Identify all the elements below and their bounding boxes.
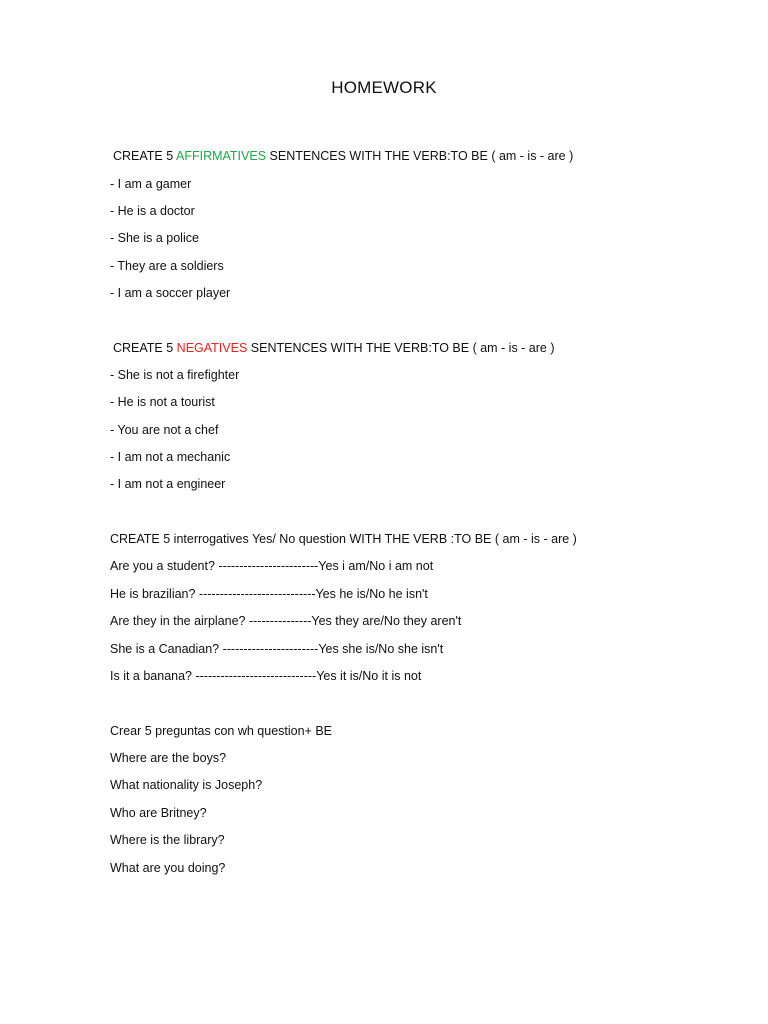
negative-item: - He is not a tourist	[110, 395, 215, 409]
affirmative-item: - He is a doctor	[110, 204, 195, 218]
negative-heading	[113, 340, 555, 356]
page-title: HOMEWORK	[331, 78, 437, 97]
negative-heading-prefix: CREATE 5	[113, 341, 177, 355]
affirmative-keyword: AFFIRMATIVES	[175, 149, 267, 163]
negative-item: - She is not a firefighter	[110, 368, 240, 382]
interrogative-heading: CREATE 5 interrogatives Yes/ No question WITH THE VERB :TO BE ( am - is - are )	[110, 532, 577, 546]
affirmative-item: - I am a soccer player	[110, 286, 231, 300]
affirmative-heading-prefix: CREATE 5	[113, 149, 176, 163]
wh-item: Where is the library?	[110, 833, 225, 847]
negative-item: - I am not a engineer	[110, 477, 226, 491]
affirmative-heading	[113, 148, 573, 164]
interrogative-item: Is it a banana? -----------------------------Yes it is/No it is not	[110, 669, 422, 683]
affirmative-item: - She is a police	[110, 231, 199, 245]
interrogative-item: She is a Canadian? -----------------------Yes she is/No she isn't	[110, 642, 444, 656]
wh-item: Who are Britney?	[110, 806, 207, 820]
affirmative-item: - They are a soldiers	[110, 259, 224, 273]
negative-item: - I am not a mechanic	[110, 450, 231, 464]
wh-heading: Crear 5 preguntas con wh question+ BE	[110, 724, 333, 738]
interrogative-item: Are they in the airplane? ---------------Yes they are/No they aren't	[110, 614, 462, 628]
interrogative-item: Are you a student? ------------------------Yes i am/No i am not	[110, 559, 434, 573]
wh-item: Where are the boys?	[110, 751, 227, 765]
affirmative-item: - I am a gamer	[110, 177, 192, 191]
wh-item: What are you doing?	[110, 861, 226, 875]
negative-keyword: NEGATIVES	[176, 341, 248, 355]
negative-item: - You are not a chef	[110, 423, 219, 437]
negative-heading-suffix: SENTENCES WITH THE VERB:TO BE ( am - is - are )	[247, 341, 555, 355]
wh-item: What nationality is Joseph?	[110, 778, 263, 792]
interrogative-item: He is brazilian? ----------------------------Yes he is/No he isn't	[110, 587, 428, 601]
affirmative-heading-suffix: SENTENCES WITH THE VERB:TO BE ( am - is - are )	[266, 149, 574, 163]
